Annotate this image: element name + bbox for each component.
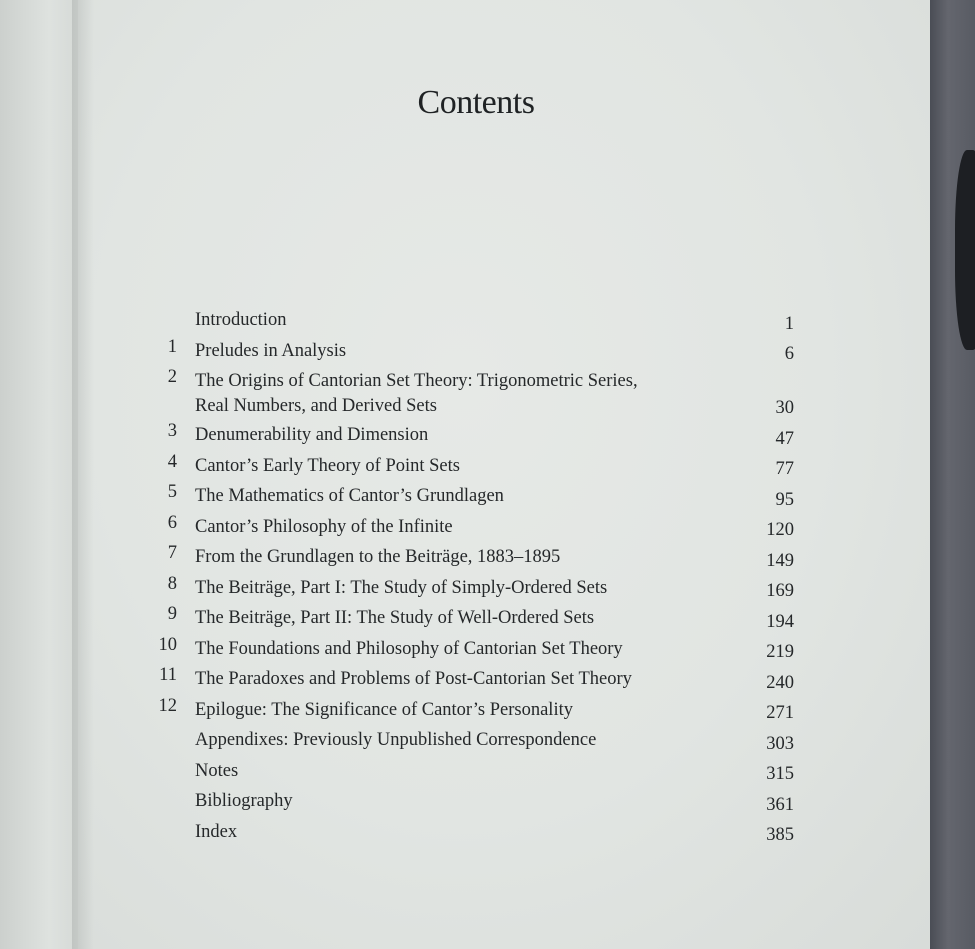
page-number: 361	[766, 794, 794, 815]
page-number: 240	[766, 672, 794, 693]
toc-entry-chapter-12	[150, 696, 800, 727]
entry-title: Preludes in Analysis	[195, 340, 347, 361]
toc-entry-chapter-6	[150, 513, 800, 544]
page-number: 95	[775, 489, 794, 510]
book-gutter	[72, 0, 94, 949]
toc-entry-notes	[150, 757, 800, 788]
chapter-number: 10	[158, 634, 177, 655]
toc-entry-chapter-8	[150, 574, 800, 605]
entry-title: The Foundations and Philosophy of Cantorian Set Theory	[195, 638, 623, 659]
page-number: 219	[766, 642, 794, 662]
page-number: 77	[775, 459, 794, 479]
page-number: 271	[766, 703, 794, 723]
toc-entry-bibliography	[150, 787, 800, 818]
page-number: 6	[784, 344, 794, 364]
toc-entry-chapter-10	[150, 635, 800, 666]
page-number: 1	[784, 313, 794, 334]
page-number: 303	[766, 733, 794, 754]
entry-title: Denumerability and Dimension	[195, 425, 429, 445]
entry-title: The Mathematics of Cantor’s Grundlagen	[195, 486, 504, 506]
page-number: 385	[766, 825, 794, 845]
chapter-number: 7	[167, 543, 177, 563]
page-number: 194	[766, 611, 794, 632]
toc-entry-chapter-7	[150, 543, 800, 574]
toc-entry-chapter-5	[150, 482, 800, 513]
entry-title: Notes	[195, 760, 239, 781]
toc-entry-chapter-1	[150, 337, 800, 368]
toc-entry-chapter-3	[150, 421, 800, 452]
chapter-number: 2	[167, 367, 177, 387]
toc-entry-introduction	[150, 306, 800, 337]
toc-entry-chapter-4	[150, 452, 800, 483]
background-surface	[930, 0, 975, 949]
toc-entry-index	[150, 818, 800, 849]
entry-title: The Paradoxes and Problems of Post-Cantorian Set Theory	[195, 669, 632, 689]
chapter-number: 9	[167, 604, 177, 624]
entry-title: The Beiträge, Part II: The Study of Well-Ordered Sets	[195, 608, 595, 628]
page-number: 30	[775, 398, 794, 418]
entry-title: Introduction	[195, 310, 287, 330]
chapter-number: 6	[167, 512, 177, 533]
toc-entry-appendixes	[150, 726, 800, 757]
entry-title: Cantor’s Early Theory of Point Sets	[195, 455, 460, 476]
entry-title: Bibliography	[195, 791, 293, 811]
entry-title: From the Grundlagen to the Beiträge, 1883–1895	[195, 547, 561, 567]
page-title: Contents	[417, 84, 535, 121]
toc-entry-chapter-9	[150, 604, 800, 635]
entry-title: Appendixes: Previously Unpublished Correspondence	[195, 730, 597, 750]
entry-title: Cantor’s Philosophy of the Infinite	[195, 516, 453, 537]
entry-title: Epilogue: The Significance of Cantor’s Personality	[195, 699, 573, 720]
entry-title: Index	[195, 821, 238, 842]
chapter-number: 1	[167, 336, 177, 357]
chapter-number: 12	[158, 695, 177, 716]
left-page-edge	[0, 0, 82, 949]
page-number: 169	[766, 581, 794, 601]
chapter-number: 5	[167, 482, 177, 502]
entry-title: The Beiträge, Part I: The Study of Simply-Ordered Sets	[195, 577, 608, 598]
toc-entry-chapter-2	[150, 367, 800, 421]
page-number: 315	[766, 764, 794, 784]
page-number: 120	[766, 520, 794, 540]
chapter-number: 11	[159, 665, 177, 685]
background-object	[955, 150, 975, 350]
page-number: 149	[766, 550, 794, 571]
chapter-number: 3	[167, 421, 177, 441]
page-number: 47	[775, 428, 794, 449]
entry-title: The Origins of Cantorian Set Theory: Trigonometric Series, Real Numbers, and Derived Sets	[195, 371, 638, 416]
chapter-number: 4	[167, 451, 177, 472]
chapter-number: 8	[167, 573, 177, 594]
table-of-contents	[150, 306, 800, 848]
toc-entry-chapter-11	[150, 665, 800, 696]
